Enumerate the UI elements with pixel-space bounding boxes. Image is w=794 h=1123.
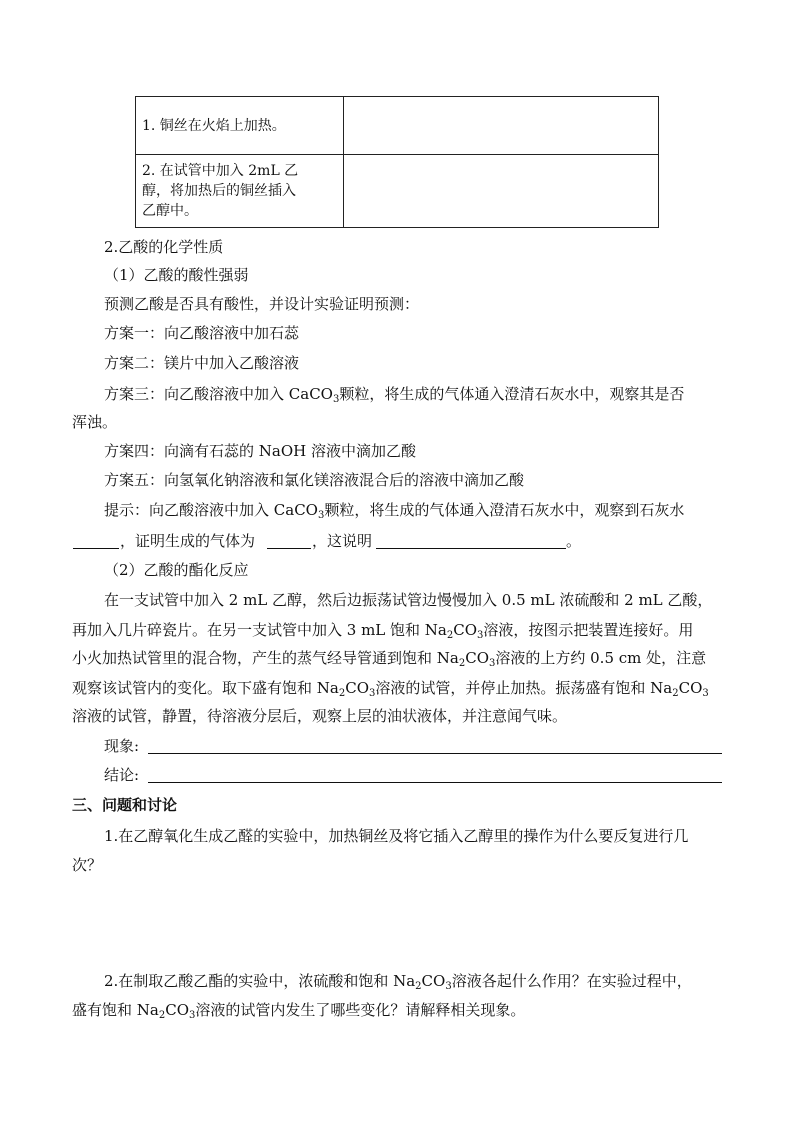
blank-line[interactable] [267, 548, 311, 549]
paragraph-line: 再加入几片碎瓷片。在另一支试管中加入 3 mL 饱和 $Na_2CO_3$溶液，按图示把装置连接好。用 [72, 621, 694, 641]
phenomenon-answer-line[interactable] [148, 753, 722, 754]
hint-text: 提示：向乙酸溶液中加入 CaCO$_3$颗粒，将生成的气体通入澄清石灰水中，观察到石灰水 [104, 501, 685, 521]
conclusion-label: 结论: [104, 766, 140, 784]
hint-text: ，证明生成的气体为 [120, 532, 256, 550]
blank-line[interactable] [376, 548, 566, 549]
table-cell-result[interactable] [344, 155, 659, 228]
table-cell-step [136, 155, 344, 228]
paragraph-line: 观察该试管内的变化。取下盛有饱和 $Na_2CO_3$溶液的试管，并停止加热。振荡盛有饱和 $Na_2CO_3$ [72, 679, 709, 699]
question-two-cont: 盛有饱和 $Na_2CO_3$溶液的试管内发生了哪些变化？请解释相关现象。 [72, 1001, 526, 1021]
conclusion-answer-line[interactable] [148, 782, 722, 783]
subsection-title: （1）乙酸的酸性强弱 [104, 266, 249, 284]
plan-five: 方案五：向氢氧化钠溶液和氯化镁溶液混合后的溶液中滴加乙酸 [104, 471, 525, 489]
question-one: 1.在乙醇氧化生成乙醛的实验中，加热铜丝及将它插入乙醇里的操作为什么要反复进行几 [104, 827, 689, 845]
table-cell-result[interactable] [344, 97, 659, 155]
paragraph-line: 溶液的试管，静置，待溶液分层后，观察上层的油状液体，并注意闻气味。 [72, 707, 568, 725]
plan-two: 方案二：镁片中加入乙酸溶液 [104, 354, 300, 372]
hint-text: ，这说明 [312, 532, 373, 550]
step-text-line: 2. 在试管中加入 2mL 乙 [142, 163, 299, 179]
section-title: 三、问题和讨论 [72, 796, 178, 814]
paragraph-line: 小火加热试管里的混合物，产生的蒸气经导管通到饱和 $Na_2CO_3$溶液的上方约 0.5 cm 处，注意 [72, 649, 707, 669]
experiment-table [135, 96, 659, 228]
step-text-line: 醇，将加热后的铜丝插入 [142, 183, 296, 199]
phenomenon-label: 现象: [104, 737, 140, 755]
subsection-title: （2）乙酸的酯化反应 [104, 561, 249, 579]
blank-line[interactable] [73, 548, 119, 549]
table-row [136, 97, 659, 155]
section-title: 2.乙酸的化学性质 [104, 238, 224, 256]
question-one-cont: 次？ [72, 856, 103, 874]
plan-three-cont: 浑浊。 [72, 413, 118, 431]
question-two: 2.在制取乙酸乙酯的实验中，浓硫酸和饱和 $Na_2CO_3$溶液各起什么作用？在实验过程中， [104, 972, 692, 992]
plan-four: 方案四：向滴有石蕊的 NaOH 溶液中滴加乙酸 [104, 442, 416, 460]
table-cell-step [136, 97, 344, 155]
hint-text: 。 [566, 532, 582, 550]
step-text-line: 乙醇中。 [142, 203, 198, 219]
table-row [136, 155, 659, 228]
plan-one: 方案一：向乙酸溶液中加石蕊 [104, 324, 300, 342]
prediction-text: 预测乙酸是否具有酸性，并设计实验证明预测： [104, 295, 420, 313]
paragraph-line: 在一支试管中加入 2 mL 乙醇，然后边振荡试管边慢慢加入 0.5 mL 浓硫酸和 2 mL 乙酸， [104, 591, 713, 609]
step-text: 1. 铜丝在火焰上加热。 [142, 117, 286, 134]
plan-three: 方案三：向乙酸溶液中加入 CaCO$_3$颗粒，将生成的气体通入澄清石灰水中，观察其是否 [104, 385, 685, 405]
